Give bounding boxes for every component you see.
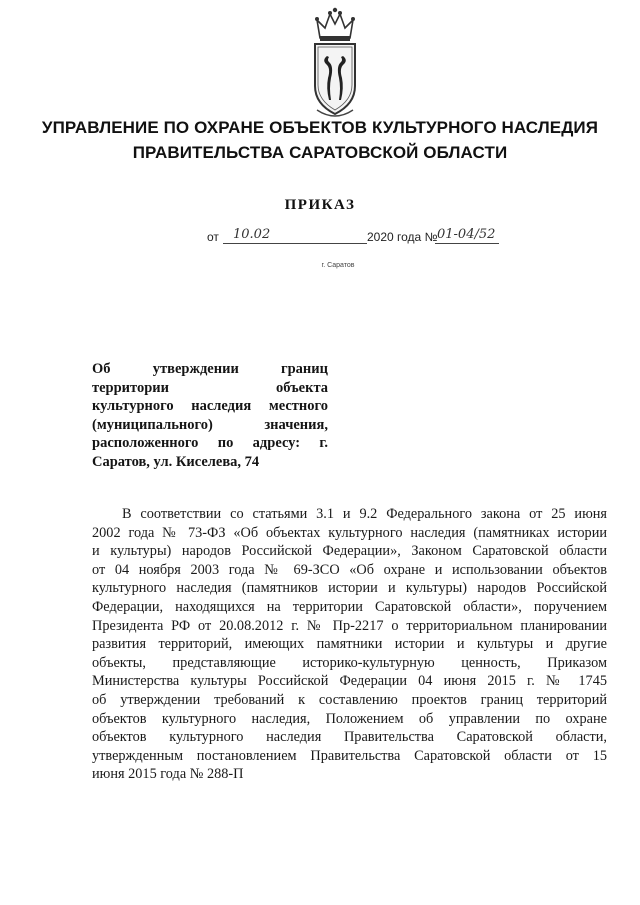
body-line: 2002 года № 73-ФЗ «Об объектах культурного наследия (памятниках истории	[92, 524, 607, 541]
number-underline	[435, 243, 499, 244]
body-line: Президента РФ от 20.08.2012 г. № Пр-2217 о территориальном планировании	[92, 617, 607, 634]
body-line: Министерства культуры Российской Федерации 04 июня 2015 г. № 1745	[92, 673, 607, 690]
body-line: объектов культурного наследия Правительства Саратовской области,	[92, 729, 607, 746]
subject-line: Саратов, ул. Киселева, 74	[92, 453, 260, 470]
handwritten-order-number: 01-04/52	[437, 227, 496, 242]
body-line: Федерации, находящихся на территории Саратовской области», поручением	[92, 598, 607, 615]
subject-line: территории объекта	[92, 379, 328, 396]
city-label: г. Саратов	[321, 262, 355, 269]
body-line: июня 2015 года № 288-П	[92, 766, 244, 783]
subject-line: расположенного по адресу: г.	[92, 435, 328, 452]
year-number-label: 2020 года №	[367, 230, 438, 244]
subject-line: Об утверждении границ	[92, 361, 328, 377]
organization-name-line1: УПРАВЛЕНИЕ ПО ОХРАНЕ ОБЪЕКТОВ КУЛЬТУРНОГО НАСЛЕДИЯ	[41, 118, 599, 137]
document-title: ПРИКАЗ	[284, 197, 356, 213]
body-line: развития территорий, имеющих памятники истории и культуры и другие	[92, 636, 607, 653]
body-line: от 04 ноября 2003 года № 69-ЗСО «Об охране и использовании объектов	[92, 561, 607, 578]
order-body-paragraph	[92, 505, 607, 784]
handwritten-date: 10.02	[233, 227, 271, 242]
saratov-coat-of-arms-icon	[303, 6, 367, 126]
subject-line: культурного наследия местного	[92, 398, 328, 415]
body-line: объектов культурного наследия, Положением об управлении по охране	[92, 710, 607, 727]
date-prefix: от	[207, 230, 219, 244]
subject-line: (муниципального) значения,	[92, 416, 328, 433]
date-underline	[223, 243, 367, 244]
body-line: утвержденным постановлением Правительства Саратовской области от 15	[92, 747, 607, 764]
body-line: об утверждении требований к составлению проектов границ территорий	[92, 691, 607, 708]
body-line: и культуры) народов Российской Федерации», Законом Саратовской области	[92, 543, 607, 560]
body-line: культурного наследия (памятников истории и культуры) народов Российской	[92, 580, 607, 597]
body-line: объекты, представляющие историко-культурную ценность, Приказом	[92, 654, 607, 671]
organization-name-line2: ПРАВИТЕЛЬСТВА САРАТОВСКОЙ ОБЛАСТИ	[132, 143, 508, 162]
order-subject	[92, 360, 328, 472]
body-line: В соответствии со статьями 3.1 и 9.2 Федерального закона от 25 июня	[122, 506, 607, 522]
